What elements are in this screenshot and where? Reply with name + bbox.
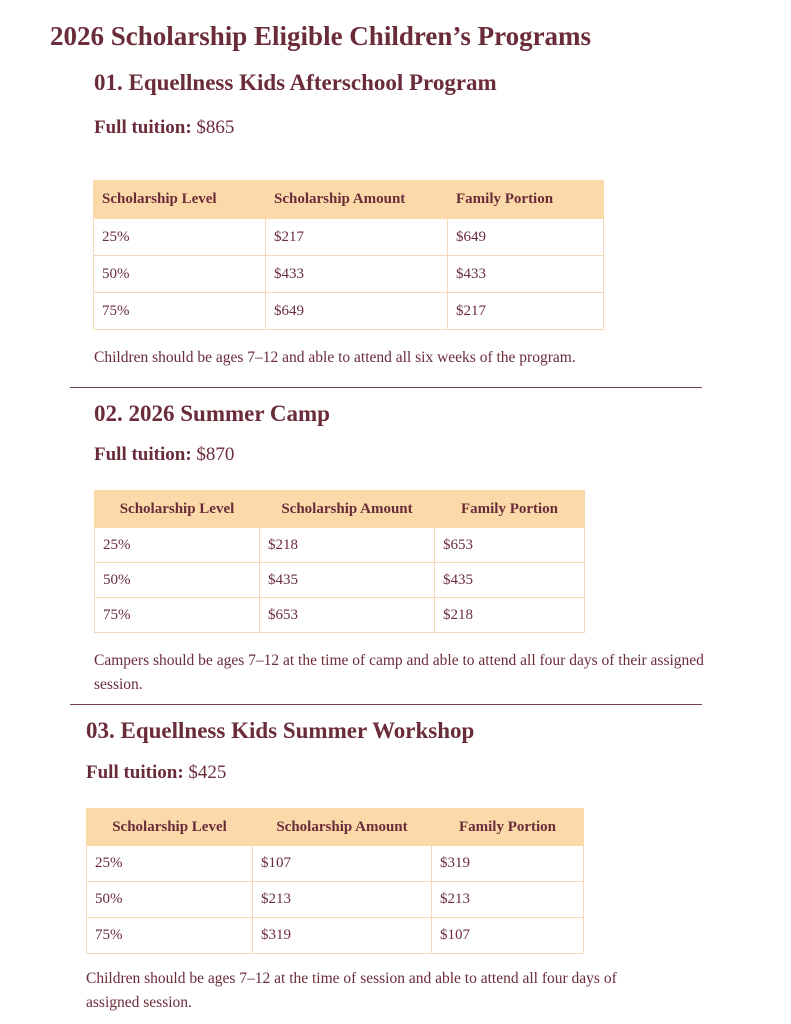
column-header: Scholarship Level [95, 491, 260, 528]
column-header: Family Portion [432, 809, 584, 846]
table-cell: $213 [253, 882, 432, 918]
table-cell: $435 [260, 563, 435, 598]
table-cell: 25% [95, 528, 260, 563]
table-cell: $107 [253, 846, 432, 882]
table-header-row [94, 181, 604, 219]
program-title: 03. Equellness Kids Summer Workshop [86, 718, 475, 743]
table-cell: $319 [253, 918, 432, 954]
table-row [95, 563, 585, 598]
table-cell: 25% [94, 219, 266, 256]
table-cell: $433 [266, 256, 448, 293]
column-header: Family Portion [448, 181, 604, 219]
table-row [94, 293, 604, 330]
table-row [94, 219, 604, 256]
table-header-row [95, 491, 585, 528]
eligibility-note: Children should be ages 7–12 at the time of session and able to attend all four days of assigned session. [86, 970, 617, 1011]
section-divider [70, 387, 702, 388]
column-header: Scholarship Level [94, 181, 266, 219]
table-cell: 75% [94, 293, 266, 330]
tuition-label: Full tuition: [94, 117, 192, 138]
program-section-1 [94, 68, 497, 98]
table-row [87, 846, 584, 882]
scholarship-table [86, 808, 584, 954]
table-cell: $435 [435, 563, 585, 598]
table-cell: $217 [266, 219, 448, 256]
column-header: Scholarship Amount [266, 181, 448, 219]
table-row [87, 882, 584, 918]
table-row [95, 528, 585, 563]
program-title: 02. 2026 Summer Camp [94, 401, 330, 426]
table-cell: $319 [432, 846, 584, 882]
table-cell: $218 [435, 598, 585, 633]
tuition-line [94, 443, 234, 467]
table-cell: $218 [260, 528, 435, 563]
table-cell: $653 [260, 598, 435, 633]
table-cell: $107 [432, 918, 584, 954]
page-title: 2026 Scholarship Eligible Children’s Programs [50, 21, 592, 51]
column-header: Scholarship Level [87, 809, 253, 846]
table-cell: 75% [87, 918, 253, 954]
table-cell: $649 [266, 293, 448, 330]
table-cell: $217 [448, 293, 604, 330]
program-section-2 [94, 399, 330, 429]
tuition-label: Full tuition: [94, 444, 192, 465]
tuition-value: $870 [196, 444, 235, 465]
tuition-line [94, 116, 234, 140]
table-row [95, 598, 585, 633]
scholarship-table [94, 490, 585, 633]
tuition-value: $865 [196, 117, 235, 138]
column-header: Scholarship Amount [253, 809, 432, 846]
table-row [87, 918, 584, 954]
table-cell: $653 [435, 528, 585, 563]
table-cell: 50% [94, 256, 266, 293]
table-cell: 50% [95, 563, 260, 598]
table-row [94, 256, 604, 293]
column-header: Family Portion [435, 491, 585, 528]
table-cell: 75% [95, 598, 260, 633]
table-cell: $213 [432, 882, 584, 918]
table-header-row [87, 809, 584, 846]
table-cell: 50% [87, 882, 253, 918]
tuition-line [86, 761, 226, 785]
program-section-3 [86, 716, 474, 746]
eligibility-note: Campers should be ages 7–12 at the time of camp and able to attend all four days of their assigned session. [94, 652, 704, 693]
column-header: Scholarship Amount [260, 491, 435, 528]
table-cell: 25% [87, 846, 253, 882]
table-cell: $649 [448, 219, 604, 256]
program-title: 01. Equellness Kids Afterschool Program [94, 70, 497, 95]
tuition-label: Full tuition: [86, 762, 184, 783]
tuition-value: $425 [188, 762, 227, 783]
eligibility-note: Children should be ages 7–12 and able to attend all six weeks of the program. [94, 349, 576, 366]
scholarship-table [93, 180, 604, 330]
table-cell: $433 [448, 256, 604, 293]
section-divider [70, 704, 702, 705]
